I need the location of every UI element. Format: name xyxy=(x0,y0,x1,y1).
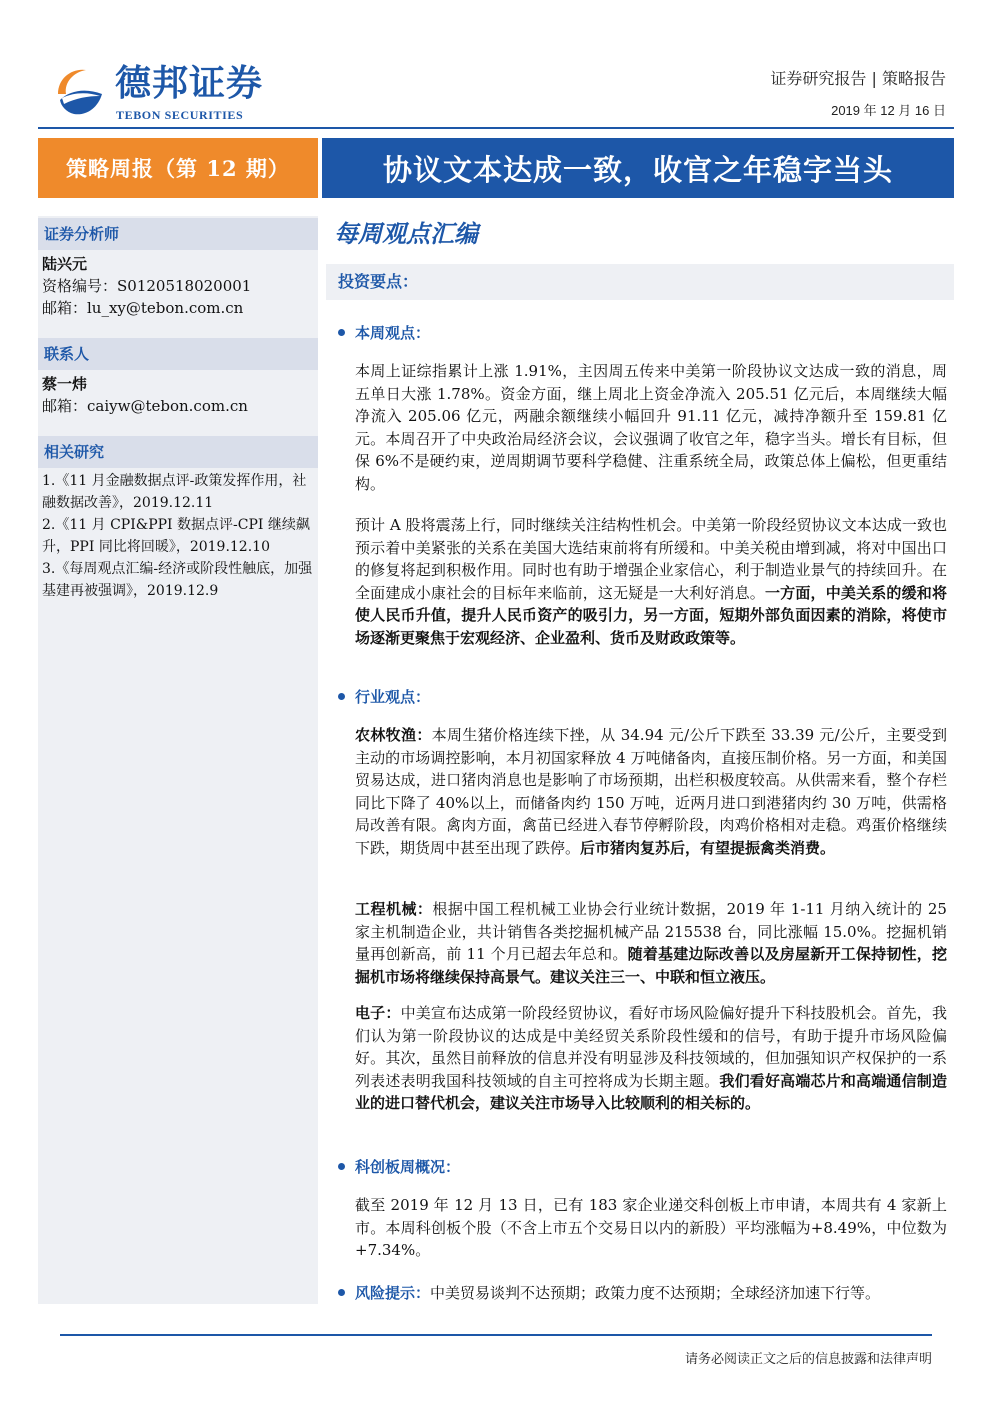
electronics-label: 电子： xyxy=(355,1004,401,1022)
bullet-icon xyxy=(338,329,345,336)
industry-view-label: 行业观点： xyxy=(355,688,431,706)
sidebar xyxy=(38,216,318,1304)
star-market-label: 科创板周概况： xyxy=(355,1158,461,1176)
agriculture-label: 农林牧渔： xyxy=(355,726,432,744)
industry-view-heading xyxy=(338,686,430,707)
electronics-highlight: 我们看好高端芯片和高端通信制造业的进口替代机会，建议关注市场导入比较顺利的相关标的。 xyxy=(355,1071,947,1112)
footer-divider xyxy=(60,1334,932,1336)
machinery-text: 根据中国工程机械工业协会行业统计数据，2019 年 1-11 月纳入统计的 25 家主机制造企业，共计销售各类挖掘机械产品 215538 台，同比涨幅 15.0%。挖掘机销量再创新高，前 11 个月已超去年总和。 xyxy=(355,900,947,963)
weekly-view-heading xyxy=(338,322,430,343)
weekly-view-highlight: 一方面，中美关系的缓和将使人民币升值，提升人民币资产的吸引力，另一方面，短期外部负面因素的消除，将使市场逐渐更聚焦于宏观经济、企业盈利、货币及财政政策等。 xyxy=(355,583,947,647)
risk-text: 中美贸易谈判不达预期；政策力度不达预期；全球经济加速下行等。 xyxy=(430,1284,881,1302)
agriculture-text: 本周生猪价格连续下挫，从 34.94 元/公斤下跌至 33.39 元/公斤，主要受到主动的市场调控影响，本月初国家释放 4 万吨储备肉，直接压制价格。另一方面，和美国贸易达成，进口猪肉消息也是影响了市场预期，出栏积极度较高。从供需来看，整个存栏同比下降了 40%以上，而储备肉约 150 万吨，近两月进口到港猪肉约 30 万吨，供需格局改善有限。禽肉方面，禽苗已经进入春节停孵阶段，肉鸡价格相对走稳。鸡蛋价格继续下跌，期货周中甚至出现了跌停。 xyxy=(355,726,947,857)
risk-heading xyxy=(338,1282,880,1303)
agriculture-highlight: 后市猪肉复苏后，有望提振禽类消费。 xyxy=(580,838,836,857)
risk-label: 风险提示： xyxy=(355,1284,431,1302)
contact-section-title: 联系人 xyxy=(38,338,318,370)
company-logo xyxy=(52,62,267,124)
related-research-item[interactable]: 3.《每周观点汇编-经济或阶段性触底，加强基建再被强调》，2019.12.9 xyxy=(42,561,313,599)
electronics-paragraph xyxy=(355,1002,947,1115)
related-research-item[interactable]: 2.《11 月 CPI&PPI 数据点评-CPI 继续飙升，PPI 同比将回暖》，2019.12.10 xyxy=(42,517,310,555)
report-headline: 协议文本达成一致，收官之年稳字当头 xyxy=(322,138,954,198)
tebon-logo-icon xyxy=(52,64,108,120)
machinery-label: 工程机械： xyxy=(355,900,433,918)
machinery-paragraph xyxy=(355,898,947,988)
weekly-view-paragraph-1: 本周上证综指累计上涨 1.91%，主因周五传来中美第一阶段协议文达成一致的消息，周五单日大涨 1.78%。资金方面，继上周北上资金净流入 205.51 亿元后，本周继续大幅净流入 205.06 亿元，两融余额继续小幅回升 91.11 亿元，减持净额升至 159.81 亿元。本周召开了中央政治局经济会议，会议强调了收官之年，稳字当头。增长有目标，但保 6%不是硬约束，逆周期调节要科学稳健、注重系统全局，政策总体上偏松，但更重结构。 xyxy=(355,362,947,493)
bullet-icon xyxy=(338,693,345,700)
header-divider xyxy=(38,127,954,129)
contact-email[interactable]: 邮箱：caiyw@tebon.com.cn xyxy=(42,397,248,415)
agriculture-paragraph xyxy=(355,724,947,859)
machinery-highlight: 随着基建边际改善以及房屋新开工保持韧性，挖掘机市场将继续保持高景气。建议关注三一、中联和恒立液压。 xyxy=(355,945,947,986)
weekly-view-label: 本周观点： xyxy=(355,324,431,342)
logo-chinese-name: 德邦证券 xyxy=(115,63,264,104)
analyst-name: 陆兴元 xyxy=(42,255,88,273)
section-title: 每周观点汇编 xyxy=(334,219,478,248)
report-series-banner: 策略周报（第 12 期） xyxy=(38,138,318,198)
weekly-view-paragraph-2 xyxy=(355,514,947,649)
bullet-icon xyxy=(338,1163,345,1170)
weekly-view-text: 预计 A 股将震荡上行，同时继续关注结构性机会。中美第一阶段经贸协议文本达成一致也预示着中美紧张的关系在美国大选结束前将有所缓和。中美关税由增到减，将对中国出口的修复将起到积极作用。同时也有助于增强企业家信心，利于制造业景气的持续回升。在全面建成小康社会的目标年来临前，这无疑是一大利好消息。 xyxy=(355,516,947,602)
star-market-paragraph: 截至 2019 年 12 月 13 日，已有 183 家企业递交科创板上市申请，本周共有 4 家新上市。本周科创板个股（不含上市五个交易日以内的新股）平均涨幅为+8.49%，中位数为+7.34%。 xyxy=(355,1196,947,1259)
logo-english-name: TEBON SECURITIES xyxy=(116,108,244,122)
report-date: 2019 年 12 月 16 日 xyxy=(831,103,946,118)
star-market-heading xyxy=(338,1156,460,1177)
electronics-text: 中美宣布达成第一阶段经贸协议，看好市场风险偏好提升下科技股机会。首先，我们认为第一阶段协议的达成是中美经贸关系阶段性缓和的信号，有助于提升市场风险偏好。其次，虽然目前释放的信息并没有明显涉及科技领域的，但加强知识产权保护的一系列表述表明我国科技领域的自主可控将成为长期主题。 xyxy=(355,1004,947,1090)
analyst-section-title: 证券分析师 xyxy=(38,218,318,250)
analyst-cert-number: 资格编号：S0120518020001 xyxy=(42,277,252,295)
analyst-email[interactable]: 邮箱：lu_xy@tebon.com.cn xyxy=(42,299,244,317)
footer-disclaimer: 请务必阅读正文之后的信息披露和法律声明 xyxy=(684,1352,932,1367)
contact-name: 蔡一炜 xyxy=(42,375,88,393)
related-research-item[interactable]: 1.《11 月金融数据点评-政策发挥作用，社融数据改善》，2019.12.11 xyxy=(42,473,307,511)
related-research-title: 相关研究 xyxy=(38,436,318,468)
report-type: 证券研究报告 | 策略报告 xyxy=(770,69,946,88)
key-points-heading: 投资要点： xyxy=(326,264,954,300)
bullet-icon xyxy=(338,1289,345,1296)
